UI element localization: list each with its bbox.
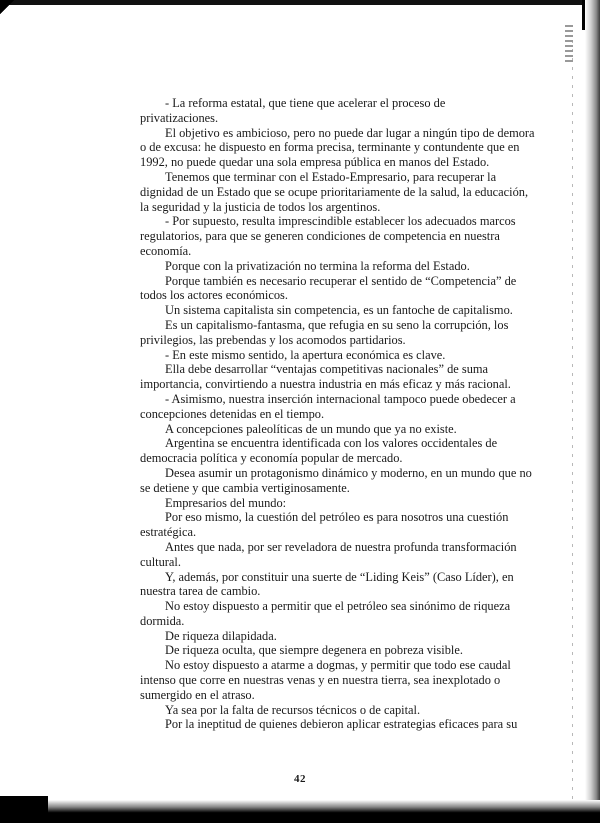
text-line: No estoy dispuesto a atarme a dogmas, y permitir que todo ese caudal (165, 658, 511, 673)
page-number: 42 (294, 773, 306, 785)
text-line: concepciones detenidas en el tiempo. (140, 406, 325, 421)
text-line: Argentina se encuentra identificada con los valores occidentales de (165, 436, 498, 451)
text-line: - Por supuesto, resulta imprescindible establecer los adecuados marcos (165, 214, 516, 229)
text-line: privilegios, las prebendas y los acomodos partidarios. (140, 332, 406, 347)
text-line: sumergido en el atraso. (140, 687, 255, 702)
text-line: - En este mismo sentido, la apertura económica es clave. (165, 347, 446, 362)
text-line: intenso que corre en nuestras venas y en nuestra tierra, sea inexplotado o (140, 673, 501, 688)
text-line: El objetivo es ambicioso, pero no puede dar lugar a ningún tipo de demora (165, 125, 535, 140)
scan-corner-top-left (0, 0, 14, 14)
text-line: nuestra tarea de cambio. (140, 584, 261, 599)
text-line: todos los actores económicos. (140, 288, 288, 303)
text-line: Empresarios del mundo: (165, 495, 287, 510)
text-line: Y, además, por constituir una suerte de “Liding Keis” (Caso Líder), en (165, 569, 514, 584)
text-line: dormida. (140, 613, 185, 628)
text-line: Un sistema capitalista sin competencia, es un fantoche de capitalismo. (165, 303, 513, 318)
text-line: Por eso mismo, la cuestión del petróleo es para nosotros una cuestión (165, 510, 509, 525)
scan-corner-bottom-left (0, 796, 48, 823)
text-line: Ya sea por la falta de recursos técnicos o de capital. (165, 702, 421, 717)
text-line: dignidad de un Estado que se ocupe prioritariamente de la salud, la educación, (140, 184, 529, 199)
text-line: Es un capitalismo-fantasma, que refugia en su seno la corrupción, los (165, 317, 509, 332)
text-line: democracia política y economía popular de mercado. (140, 451, 403, 466)
text-line: importancia, convirtiendo a nuestra industria en más eficaz y más racional. (140, 377, 511, 392)
text-line: Porque también es necesario recuperar el sentido de “Competencia” de (165, 273, 517, 288)
text-line: De riqueza oculta, que siempre degenera en pobreza visible. (165, 643, 463, 658)
text-line: Ella debe desarrollar “ventajas competitivas nacionales” de suma (165, 362, 489, 377)
text-line: la seguridad y la justicia de todos los argentinos. (140, 199, 381, 214)
text-line: Porque con la privatización no termina la reforma del Estado. (165, 258, 470, 273)
text-line: cultural. (140, 554, 181, 569)
scan-edge-top (0, 0, 600, 5)
text-line: economía. (140, 243, 192, 258)
text-line: No estoy dispuesto a permitir que el petróleo sea sinónimo de riqueza (165, 599, 511, 614)
text-line: De riqueza dilapidada. (165, 628, 277, 643)
text-line: Antes que nada, por ser reveladora de nuestra profunda transformación (165, 539, 517, 554)
text-line: Desea asumir un protagonismo dinámico y moderno, en un mundo que no (165, 465, 532, 480)
scan-edge-bottom (0, 800, 600, 823)
text-line: - La reforma estatal, que tiene que acelerar el proceso de (165, 96, 446, 110)
text-line: Por la ineptitud de quienes debieron aplicar estrategias eficaces para su (165, 717, 518, 732)
scan-margin-line (572, 40, 573, 800)
scan-edge-right (585, 0, 600, 823)
text-line: regulatorios, para que se generen condiciones de competencia en nuestra (140, 229, 500, 244)
text-line: A concepciones paleolíticas de un mundo que ya no existe. (165, 421, 457, 436)
text-line: privatizaciones. (140, 110, 219, 125)
body-text (140, 96, 540, 732)
text-line: - Asimismo, nuestra inserción internacional tampoco puede obedecer a (165, 391, 516, 406)
text-line: 1992, no puede quedar una sola empresa pública en manos del Estado. (140, 155, 490, 170)
text-line: o de excusa: he dispuesto en forma precisa, terminante y contundente que en (140, 140, 520, 155)
text-line: estratégica. (140, 525, 197, 540)
text-line: Tenemos que terminar con el Estado-Empresario, para recuperar la (165, 169, 497, 184)
text-line: se detiene y que cambia vertiginosamente. (140, 480, 350, 495)
